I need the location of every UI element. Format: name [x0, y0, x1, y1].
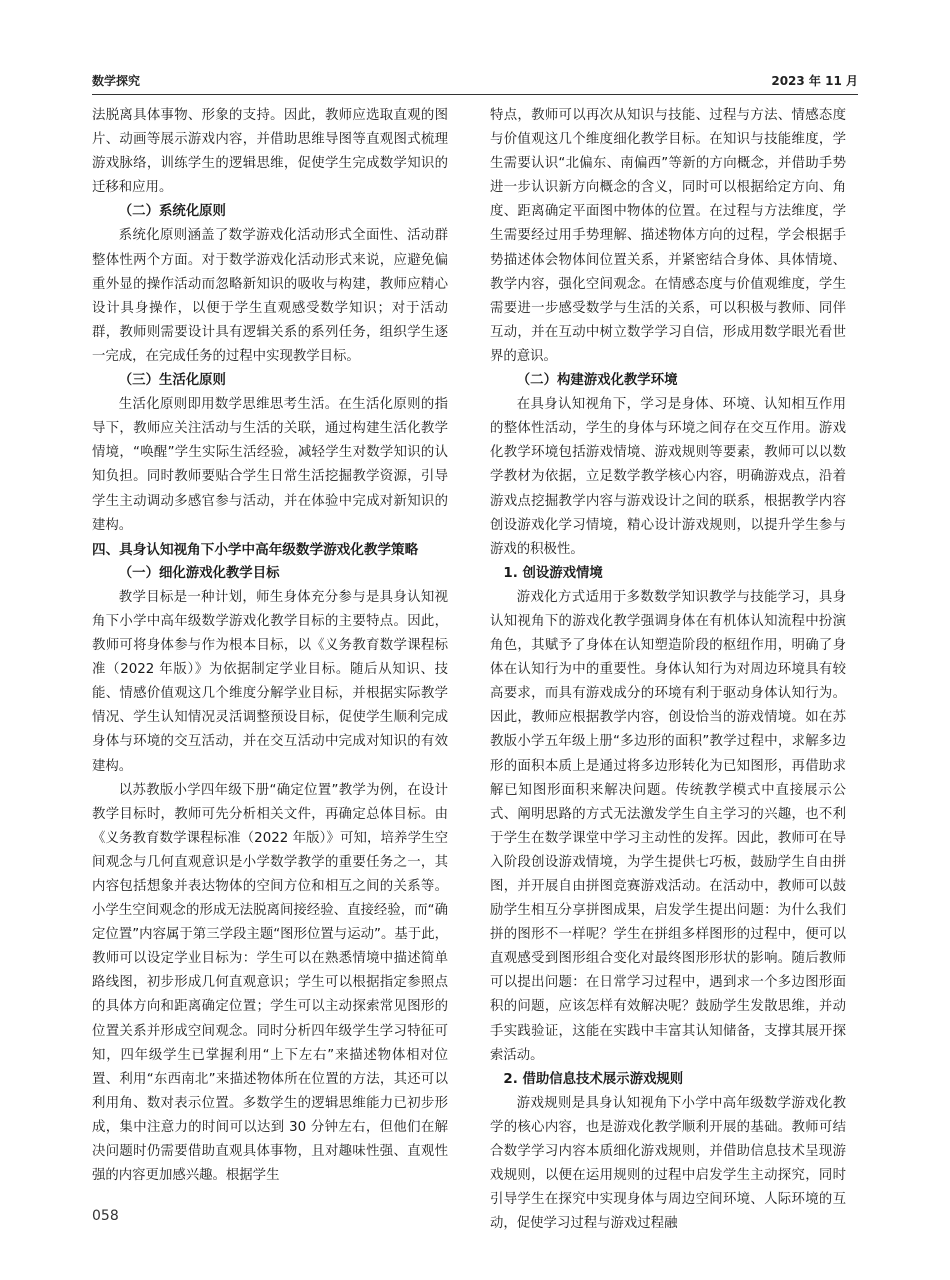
chapter-heading: 四、具身认知视角下小学中高年级数学游戏化教学策略 — [92, 541, 419, 558]
paragraph: 游戏化方式适用于多数数学知识教学与技能学习，具身认知视角下的游戏化教学强调身体在有机体认知流程中扮演角色，其赋予了身体在认知塑造阶段的枢纽作用，明确了身体在认知行为中的重要性。身体认知行为对周边环境具有较高要求，而具有游戏成分的环境有利于驱动身体认知行为。因此，教师应根据教学内容，创设恰当的游戏情境。如在苏教版小学五年级上册“多边形的面积”教学过程中，求解多边形的面积本质上是通过将多边形转化为已知图形，再借助求解已知图形面积来解决问题。传统教学模式中直接展示公式、阐明思路的方式无法激发学生自主学习的兴趣，也不利于学生在数学课堂中学习主动性的发挥。因此，教师可在导入阶段创设游戏情境，为学生提供七巧板，鼓励学生自由拼图，并开展自由拼图竞赛游戏活动。在活动中，教师可以鼓励学生相互分享拼图成果，启发学生提出问题：为什么我们拼的图形不一样呢？学生在拼组多样图形的过程中，便可以直观感受到图形组合变化对最终图形形状的影响。随后教师可以提出问题：在日常学习过程中，遇到求一个多边图形面积的问题，应该怎样有效解决呢？鼓励学生发散思维，并动手实践验证，这能在实践中丰富其认知储备，支撑其展开探索活动。 — [490, 589, 846, 1063]
paragraph: 特点，教师可以再次从知识与技能、过程与方法、情感态度与价值观这几个维度细化教学目标。在知识与技能维度，学生需要认识“北偏东、南偏西”等新的方向概念，并借助手势进一步认识新方向概念的含义，同时可以根据给定方向、角度、距离确定平面图中物体的位置。在过程与方法维度，学生需要经过用手势理解、描述物体方向的过程，学会根据手势描述体会物体间位置关系，并紧密结合身体、具体情境、教学内容，强化空间观念。在情感态度与价值观维度，学生需要进一步感受数学与生活的关系，可以积极与教师、同伴互动，并在互动中树立数学学习自信，形成用数学眼光看世界的意识。 — [490, 108, 846, 364]
paragraph: 在具身认知视角下，学习是身体、环境、认知相互作用的整体性活动，学生的身体与环境之间存在交互作用。游戏化教学环境包括游戏情境、游戏规则等要素，教师可以以数学教材为依据，立足数学教学核心内容，明确游戏点，沿着游戏点挖掘教学内容与游戏设计之间的联系，根据教学内容创设游戏化学习情境，精心设计游戏规则，以提升学生参与游戏的积极性。 — [490, 397, 846, 557]
paragraph: 法脱离具体事物、形象的支持。因此，教师应选取直观的图片、动画等展示游戏内容，并借助思维导图等直观图式梳理游戏脉络，训练学生的逻辑思维，促使学生完成数学知识的迁移和应用。 — [92, 108, 448, 196]
section-heading: （一）细化游戏化教学目标 — [118, 565, 280, 581]
section-heading: （三）生活化原则 — [118, 373, 226, 389]
section-heading: （二）系统化原则 — [118, 204, 226, 220]
paragraph: 系统化原则涵盖了数学游戏化活动形式全面性、活动群整体性两个方面。对于数学游戏化活动形式来说，应避免偏重外显的操作活动而忽略新知识的吸收与构建，教师应精心设计具身操作，以便于学生直观感受数学知识；对于活动群，教师则需要设计具有逻辑关系的系列任务，组织学生逐一完成，在完成任务的过程中实现教学目标。 — [92, 228, 448, 364]
paragraph: 游戏规则是具身认知视角下小学中高年级数学游戏化教学的核心内容，也是游戏化教学顺利开展的基础。教师可结合数学学习内容本质细化游戏规则，并借助信息技术呈现游戏规则，以便在运用规则的过程中启发学生主动探究，同时引导学生在探究中实现身体与周边空间环境、人际环境的互动，促使学习过程与游戏过程融 — [490, 1095, 846, 1232]
journal-name: 数学探究 — [92, 74, 141, 88]
page-number: 058 — [92, 1208, 119, 1224]
subsection-heading: 1. 创设游戏情境 — [503, 565, 603, 581]
header-rule — [92, 94, 858, 95]
paragraph: 生活化原则即用数学思维思考生活。在生活化原则的指导下，教师应关注活动与生活的关联，通过构建生活化教学情境，“唤醒”学生实际生活经验，减轻学生对数学知识的认知负担。同时教师要贴合学生日常生活挖掘教学资源，引导学生主动调动多感官参与活动，并在体验中完成对新知识的建构。 — [92, 397, 448, 533]
running-header — [92, 72, 858, 92]
right-column — [490, 104, 846, 1236]
paragraph: 以苏教版小学四年级下册“确定位置”教学为例，在设计教学目标时，教师可先分析相关文件，再确定总体目标。由《义务教育数学课程标准（2022 年版）》可知，培养学生空间观念与几何直观意识是小学数学教学的重要任务之一，其内容包括想象并表达物体的空间方位和相互之间的关系等。小学生空间观念的形成无法脱离间接经验、直接经验，而“确定位置”内容属于第三学段主题“图形位置与运动”。基于此，教师可以设定学业目标为：学生可以在熟悉情境中描述简单路线图，初步形成几何直观意识；学生可以根据指定参照点的具体方向和距离确定位置；学生可以主动探索常见图形的位置关系并形成空间观念。同时分析四年级学生学习特征可知，四年级学生已掌握利用“上下左右”来描述物体相对位置、利用“东西南北”来描述物体所在位置的方法，其还可以利用角、数对表示位置。多数学生的逻辑思维能力已初步形成，集中注意力的时间可以达到 30 分钟左右，但他们在解决问题时仍需要借助直观具体事物，且对趣味性强、直观性强的内容更加感兴趣。根据学生 — [92, 782, 448, 1184]
issue-date: 2023 年 11 月 — [771, 74, 858, 88]
paragraph: 教学目标是一种计划，师生身体充分参与是具身认知视角下小学中高年级数学游戏化教学目标的主要特点。因此，教师可将身体参与作为根本目标，以《义务教育数学课程标准（2022 年版）》为依据制定学业目标。随后从知识、技能、情感价值观这几个维度分解学业目标，并根据实际教学情况、学生认知情况灵活调整预设目标，促使学生顺利完成身体与环境的交互活动，并在交互活动中完成对知识的有效建构。 — [92, 589, 448, 774]
subsection-heading: 2. 借助信息技术展示游戏规则 — [503, 1071, 684, 1087]
section-heading: （二）构建游戏化教学环境 — [516, 373, 678, 389]
left-column — [92, 104, 448, 1188]
